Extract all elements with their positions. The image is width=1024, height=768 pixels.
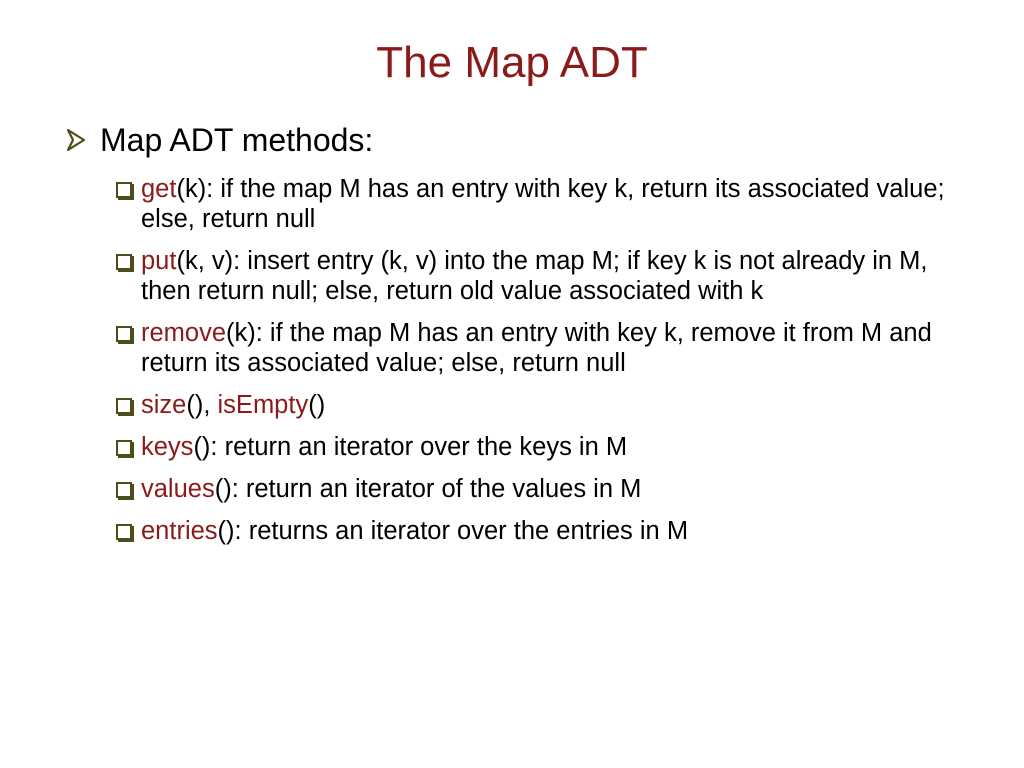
keyword-keys: keys <box>141 433 194 461</box>
list-item-entries <box>116 516 976 546</box>
checkbox-bullet-icon <box>116 524 132 540</box>
item-desc: (): return an iterator of the values in M <box>214 475 642 503</box>
checkbox-bullet-icon <box>116 482 132 498</box>
slide-title: The Map ADT <box>376 38 648 87</box>
list-item-remove <box>116 318 976 378</box>
keyword-entries: entries <box>141 517 218 545</box>
bullet-level1 <box>62 118 373 162</box>
item-desc: () <box>308 391 326 419</box>
checkbox-bullet-icon <box>116 398 132 414</box>
item-desc: (): returns an iterator over the entries in M <box>217 517 689 545</box>
keyword-remove: remove <box>141 319 227 347</box>
method-list <box>116 174 976 558</box>
checkbox-bullet-icon <box>116 326 132 342</box>
list-item-values <box>116 474 976 504</box>
keyword-values: values <box>141 475 215 503</box>
checkbox-bullet-icon <box>116 254 132 270</box>
list-item-put <box>116 246 976 306</box>
keyword-put: put <box>141 247 177 275</box>
checkbox-bullet-icon <box>116 182 132 198</box>
list-item-size <box>116 390 976 420</box>
arrow-bullet-icon <box>62 126 90 154</box>
list-item-keys <box>116 432 976 462</box>
keyword-get: get <box>141 175 177 203</box>
item-desc: (k, v): insert entry (k, v) into the map M; if key k is not already in M, then return null; else, return old value associated with k <box>141 247 928 305</box>
keyword-size: size <box>141 391 187 419</box>
item-desc: (k): if the map M has an entry with key k, remove it from M and return its associated value; else, return null <box>141 319 932 377</box>
checkbox-bullet-icon <box>116 440 132 456</box>
list-item-get <box>116 174 976 234</box>
item-desc: (), <box>186 391 218 419</box>
item-desc: (k): if the map M has an entry with key k, return its associated value; else, return null <box>141 175 945 233</box>
methods-heading: Map ADT methods: <box>100 122 374 158</box>
item-desc: (): return an iterator over the keys in M <box>193 433 628 461</box>
keyword-isempty: isEmpty <box>217 391 309 419</box>
